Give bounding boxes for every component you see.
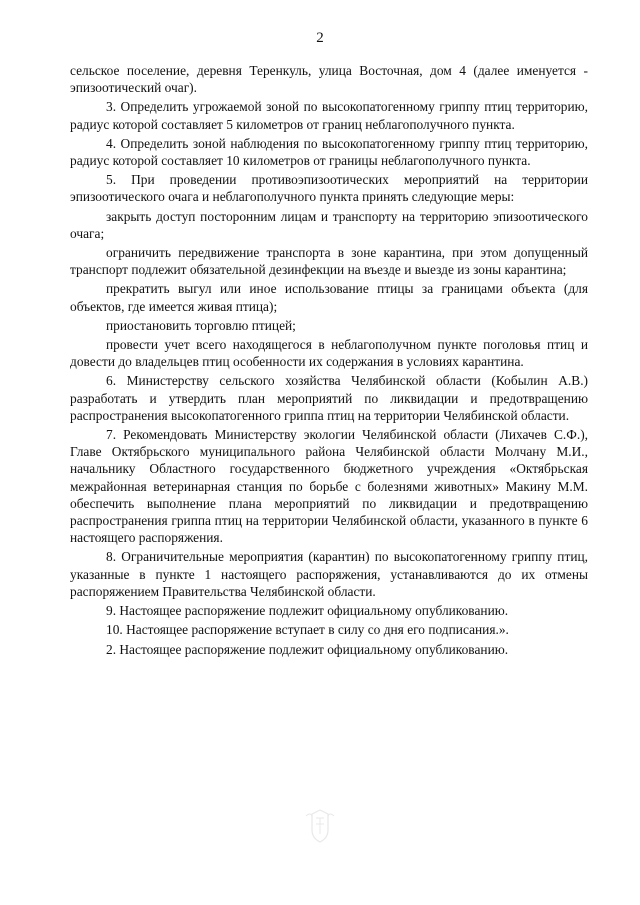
paragraph-item-5: 5. При проведении противоэпизоотических мероприятий на территории эпизоотического очага и неблагополучного пункта принять следующие меры: xyxy=(70,172,588,205)
document-body xyxy=(70,62,588,660)
paragraph-item-7: 7. Рекомендовать Министерству экологии Челябинской области (Лихачев С.Ф.), Главе Октябрьского муниципального района Челябинской области Молчану М.И., начальнику Областного государственного бюджетного учреждения «Октябрьская межрайонная ветеринарная станция по борьбе с болезнями животных» Макину М.М. обеспечить выполнение плана мероприятий по ликвидации и предотвращению распространения гриппа птиц на территории Челябинской области, указанного в пункте 6 настоящего распоряжения. xyxy=(70,427,588,546)
measure-suspend-trade: приостановить торговлю птицей; xyxy=(106,317,296,333)
paragraph-item-6: 6. Министерству сельского хозяйства Челябинской области (Кобылин А.В.) разработать и утвердить план мероприятий по ликвидации и предотвращению распространения высокопатогенного гриппа птиц на территории Челябинской области. xyxy=(70,373,588,423)
paragraph-publication: 2. Настоящее распоряжение подлежит официальному опубликованию. xyxy=(106,641,509,657)
measure-close-access: закрыть доступ посторонним лицам и транспорту на территорию эпизоотического очага; xyxy=(70,208,588,241)
measure-limit-transport: ограничить передвижение транспорта в зоне карантина, при этом допущенный транспорт подлежит обязательной дезинфекции на въезде и выезде из зоны карантина; xyxy=(70,245,588,278)
measure-stop-free-range: прекратить выгул или иное использование птицы за границами объекта (для объектов, где имеется живая птица); xyxy=(70,281,588,314)
paragraph-item-4: 4. Определить зоной наблюдения по высокопатогенному гриппу птиц территорию, радиус которой составляет 10 километров от границы неблагополучного пункта. xyxy=(70,135,588,169)
paragraph-item-9: 9. Настоящее распоряжение подлежит официальному опубликованию. xyxy=(106,603,509,619)
coat-of-arms-icon xyxy=(270,808,370,848)
paragraph-item-10: 10. Настоящее распоряжение вступает в силу со дня его подписания.». xyxy=(106,622,509,638)
paragraph-continuation: сельское поселение, деревня Теренкуль, улица Восточная, дом 4 (далее именуется - эпизоотический очаг). xyxy=(70,63,588,96)
measure-count-livestock: провести учет всего находящегося в неблагополучном пункте поголовья птиц и довести до владельцев птиц особенности их содержания в условиях карантина. xyxy=(70,337,588,370)
official-stamp xyxy=(270,808,370,868)
paragraph-item-8: 8. Ограничительные мероприятия (карантин) по высокопатогенному гриппу птиц, указанные в пункте 1 настоящего распоряжения, устанавливаются до их отмены распоряжением Правительства Челябинской области. xyxy=(70,549,588,599)
paragraph-item-3: 3. Определить угрожаемой зоной по высокопатогенному гриппу птиц территорию, радиус которой составляет 5 километров от границ неблагополучного пункта. xyxy=(70,99,588,132)
page-number: 2 xyxy=(316,30,324,46)
